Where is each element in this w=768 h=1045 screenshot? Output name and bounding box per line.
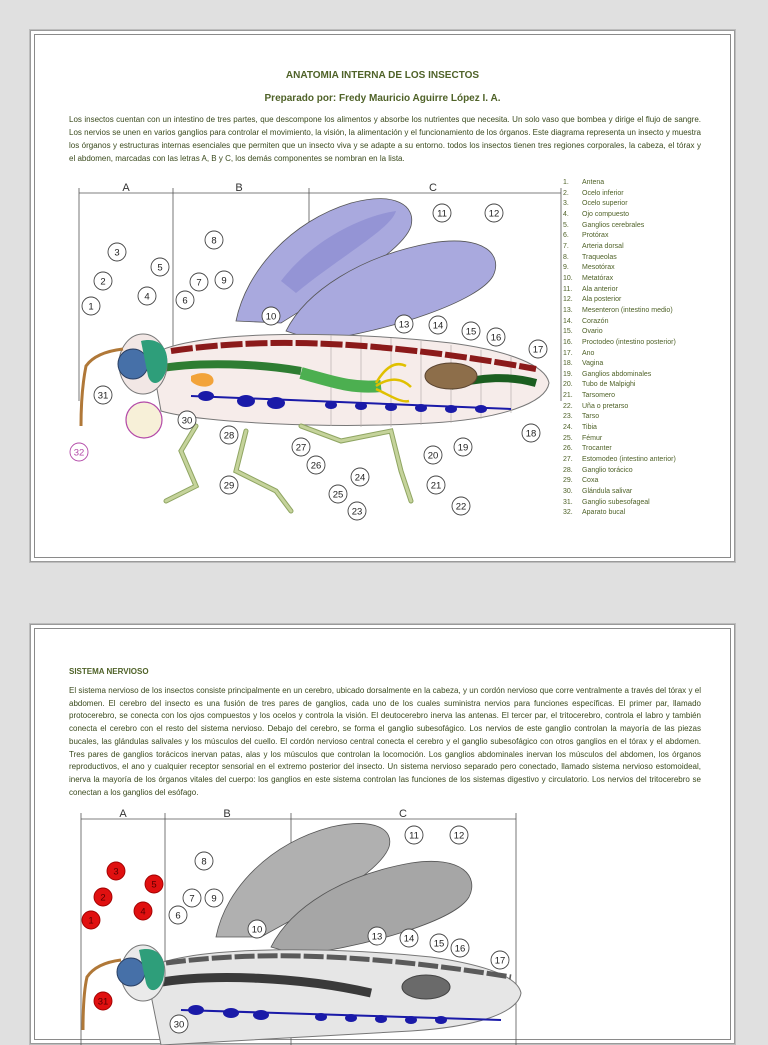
legend-label: Tarso <box>582 413 600 421</box>
callout-number: 32 <box>73 447 85 459</box>
legend-label: Protórax <box>582 232 609 240</box>
legend-number: 8. <box>563 253 569 261</box>
legs <box>166 426 411 511</box>
callout-31 <box>94 386 112 404</box>
callout-5 <box>145 875 163 893</box>
legend-item <box>563 253 676 264</box>
callout-24 <box>351 468 369 486</box>
callout-11 <box>405 826 423 844</box>
callout-29 <box>220 476 238 494</box>
callout-1 <box>82 911 100 929</box>
callout-number: 4 <box>144 291 150 303</box>
callout-14 <box>429 316 447 334</box>
document-page-1 <box>30 30 735 562</box>
legend-item <box>563 380 676 391</box>
callout-number: 3 <box>114 247 120 259</box>
legend-number: 3. <box>563 200 569 208</box>
callout-18 <box>522 424 540 442</box>
legend-number: 9. <box>563 264 569 272</box>
callout-number: 23 <box>351 506 363 518</box>
mouthparts-circle <box>126 402 162 438</box>
callout-13 <box>368 927 386 945</box>
callout-22 <box>452 497 470 515</box>
legend-label: Ganglios cerebrales <box>582 221 645 229</box>
legend-item <box>563 242 676 253</box>
legend-label: Metatórax <box>582 274 614 282</box>
callout-3 <box>108 243 126 261</box>
legend-number: 7. <box>563 242 569 250</box>
callout-16 <box>487 328 505 346</box>
region-label-a: A <box>119 808 127 820</box>
legend-number: 28. <box>563 466 573 474</box>
legend-label: Ganglio subesofageal <box>582 498 650 506</box>
callout-30 <box>178 411 196 429</box>
callout-2 <box>94 888 112 906</box>
legend-item <box>563 263 676 274</box>
legend-number: 5. <box>563 221 569 229</box>
callout-number: 1 <box>88 301 94 313</box>
leg-fills <box>166 426 411 511</box>
callout-number: 26 <box>310 460 322 472</box>
page-title: ANATOMIA INTERNA DE LOS INSECTOS <box>285 70 480 81</box>
legend-number: 25. <box>563 434 573 442</box>
callout-13 <box>395 315 413 333</box>
callout-number: 31 <box>97 390 109 402</box>
nervous-system-paragraph: El sistema nervioso de los insectos consiste principalmente en un cerebro, ubicado dorsalmente en la cabeza, y un cordón nervioso que corre ventralmente a través del tórax y el abdomen. El cerebro del insecto es una fusión de tres pares de ganglios, cada uno de los cuales suministra nervios para funciones específicas. El primer par, llamado protocerebro, se conecta con los ojos compuestos y los ocelos y controla la visión. El deutocerebro inerva las antenas. El tercer par, el tritocerebro, controla el labro y también conecta el cerebro con el resto del sistema nervioso. Debajo del cerebro, se forma el ganglio subesofágico. Los nervios de este ganglio controlan la mayoría de las piezas bucales, las glándulas salivales y los músculos del cuello. El cordón nervioso central conecta el cerebro y el ganglio subesofágico con otros ganglios en el tórax y el abdomen. Tres pares de ganglios torácicos inervan patas, alas y los músculos que controlan la locomoción. Los ganglios abdominales inervan los músculos del abdomen, los órganos reproductivos, el ano y cualquier receptor sensorial en el extremo posterior del insecto. Un sistema nervioso separado pero conectado, llamado sistema nervioso estomoideal, inerva la mayoría de los órganos vitales del cuerpo: los ganglios en este sistema controlan las funciones de los sistemas digestivo y circulatorio. Los nervios del tritocerebro se conectan a los ganglios del esófago. <box>69 686 701 797</box>
legend-item <box>563 466 676 477</box>
legend-item <box>563 210 676 221</box>
callout-number: 4 <box>140 906 146 918</box>
legend-label: Ganglios abdominales <box>582 370 652 378</box>
legend-number: 1. <box>563 179 569 186</box>
ovary <box>402 975 450 999</box>
callout-7 <box>183 889 201 907</box>
callout-number: 14 <box>432 320 444 332</box>
callout-8 <box>195 852 213 870</box>
legend-label: Ala posterior <box>582 296 622 304</box>
callout-7 <box>190 273 208 291</box>
legend-item <box>563 231 676 242</box>
legend-number: 14. <box>563 317 573 325</box>
callout-number: 1 <box>88 915 94 927</box>
callout-number: 18 <box>525 428 537 440</box>
legend-label: Coxa <box>582 477 599 485</box>
legend-item <box>563 274 676 285</box>
legend-label: Ganglio torácico <box>582 466 633 474</box>
callout-28 <box>220 426 238 444</box>
legend-item <box>563 285 676 296</box>
callout-12 <box>450 826 468 844</box>
callout-number: 21 <box>430 480 442 492</box>
legend-number: 30. <box>563 488 573 496</box>
callout-number: 15 <box>465 326 477 338</box>
document-page-2 <box>30 624 735 1044</box>
legend-number: 27. <box>563 456 573 464</box>
legend-label: Ocelo inferior <box>582 189 624 197</box>
callout-15 <box>430 934 448 952</box>
legend-label: Proctodeo (intestino posterior) <box>582 338 676 346</box>
callout-1 <box>82 297 100 315</box>
legend-label: Estomodeo (intestino anterior) <box>582 456 676 464</box>
callout-number: 7 <box>189 893 195 905</box>
legend-number: 24. <box>563 424 573 432</box>
legend-item <box>563 508 676 519</box>
legend-label: Fémur <box>582 434 603 442</box>
callout-number: 2 <box>100 276 106 288</box>
legend-number: 32. <box>563 509 573 517</box>
legend-item <box>563 423 676 434</box>
legend-item <box>563 402 676 413</box>
legend-item <box>563 295 676 306</box>
legend-label: Corazón <box>582 317 609 325</box>
legend-number: 22. <box>563 402 573 410</box>
callout-3 <box>107 862 125 880</box>
legend-item <box>563 359 676 370</box>
callout-number: 20 <box>427 450 439 462</box>
legend-number: 21. <box>563 392 573 400</box>
nervous-system-diagram <box>31 625 736 1045</box>
callout-number: 14 <box>403 933 415 945</box>
callout-11 <box>433 204 451 222</box>
callout-number: 15 <box>433 938 445 950</box>
legend-item <box>563 444 676 455</box>
callout-number: 6 <box>182 295 188 307</box>
callout-number: 10 <box>251 924 263 936</box>
compound-eye <box>117 958 145 986</box>
legend-label: Tubo de Malpighi <box>582 381 636 389</box>
callout-19 <box>454 438 472 456</box>
legend-label: Traqueolas <box>582 253 617 261</box>
legend-number: 31. <box>563 498 573 506</box>
callout-number: 12 <box>453 830 465 842</box>
legend-item <box>563 412 676 423</box>
legend-item <box>563 306 676 317</box>
callout-number: 9 <box>211 893 217 905</box>
callout-6 <box>169 906 187 924</box>
legend-label: Ocelo superior <box>582 200 628 208</box>
callout-2 <box>94 272 112 290</box>
legend-number: 19. <box>563 370 573 378</box>
callout-9 <box>205 889 223 907</box>
callout-number: 8 <box>201 856 207 868</box>
callout-20 <box>424 446 442 464</box>
callout-number: 16 <box>490 332 502 344</box>
callout-number: 16 <box>454 943 466 955</box>
intro-paragraph: Los insectos cuentan con un intestino de tres partes, que descompone los alimentos y absorbe los nutrientes que necesita. Un solo vaso que bombea y dirige el flujo de sangre. Los nervios se unen en varios ganglios para controlar el movimiento, la visión, la alimentación y el funcionamiento de los órganos. Este diagrama representa un insecto y muestra los órganos y estructuras internas esenciales que permiten que un insecto viva y se adapte a su entorno. todos los insectos tienen tres regiones corporales, la cabeza, el tórax y el abdomen, marcadas con las letras A, B y C, los demás componentes se nombran en la lista. <box>69 115 701 163</box>
legend-label: Ano <box>582 349 595 357</box>
callout-23 <box>348 502 366 520</box>
legend-number: 10. <box>563 274 573 282</box>
legend-number: 17. <box>563 349 573 357</box>
legend-item <box>563 370 676 381</box>
legend-item <box>563 487 676 498</box>
callout-6 <box>176 291 194 309</box>
region-label-c: C <box>399 808 407 820</box>
callout-31 <box>94 992 112 1010</box>
callout-5 <box>151 258 169 276</box>
callout-4 <box>134 902 152 920</box>
legend-item <box>563 199 676 210</box>
legend-label: Uña o pretarso <box>582 402 629 410</box>
callout-number: 9 <box>221 275 227 287</box>
callout-number: 28 <box>223 430 235 442</box>
callout-number: 27 <box>295 442 307 454</box>
legend-label: Aparato bucal <box>582 509 626 517</box>
legend-number: 2. <box>563 189 569 197</box>
legend-number: 23. <box>563 413 573 421</box>
legend-item <box>563 434 676 445</box>
callout-number: 5 <box>151 879 157 891</box>
legend-item <box>563 349 676 360</box>
callout-number: 30 <box>173 1019 185 1031</box>
callout-number: 22 <box>455 501 467 513</box>
callout-number: 5 <box>157 262 163 274</box>
legend-item <box>563 317 676 328</box>
legend-label: Mesenteron (intestino medio) <box>582 306 673 314</box>
ovary <box>425 363 477 389</box>
abdomen <box>146 950 521 1045</box>
legend-number: 29. <box>563 477 573 485</box>
legend-label: Tarsomero <box>582 392 616 400</box>
legend-number: 20. <box>563 381 573 389</box>
callout-number: 10 <box>265 311 277 323</box>
legend-label: Ojo compuesto <box>582 210 630 218</box>
legend-label: Ovario <box>582 328 603 336</box>
callout-number: 13 <box>398 319 410 331</box>
legend-number: 18. <box>563 360 573 368</box>
legend-number: 15. <box>563 328 573 336</box>
callout-15 <box>462 322 480 340</box>
legend-label: Ala anterior <box>582 285 618 293</box>
callout-number: 7 <box>196 277 202 289</box>
callout-number: 12 <box>488 208 500 220</box>
callout-4 <box>138 287 156 305</box>
region-label-a: A <box>122 182 130 194</box>
legend-item <box>563 189 676 200</box>
callout-30 <box>170 1015 188 1033</box>
legend-number: 26. <box>563 445 573 453</box>
callout-number: 6 <box>175 910 181 922</box>
legend-label: Glándula salivar <box>582 488 633 496</box>
legend-number: 16. <box>563 338 573 346</box>
callout-21 <box>427 476 445 494</box>
legend-item <box>563 327 676 338</box>
legend-item <box>563 221 676 232</box>
legend-item <box>563 455 676 466</box>
callout-number: 13 <box>371 931 383 943</box>
legend-number: 11. <box>563 285 573 293</box>
legend-label: Trocanter <box>582 445 612 453</box>
callout-number: 17 <box>494 955 506 967</box>
legend-label: Vagina <box>582 360 604 368</box>
region-label-b: B <box>235 182 243 194</box>
callout-number: 2 <box>100 892 106 904</box>
legend-number: 12. <box>563 296 573 304</box>
callout-9 <box>215 271 233 289</box>
callout-25 <box>329 485 347 503</box>
callout-10 <box>248 920 266 938</box>
callout-number: 24 <box>354 472 366 484</box>
callout-14 <box>400 929 418 947</box>
callout-number: 30 <box>181 415 193 427</box>
callout-number: 8 <box>211 235 217 247</box>
callout-17 <box>491 951 509 969</box>
callout-26 <box>307 456 325 474</box>
region-label-b: B <box>223 808 231 820</box>
callout-number: 29 <box>223 480 235 492</box>
region-label-c: C <box>429 182 437 194</box>
page-subtitle: Preparado por: Fredy Mauricio Aguirre López I. A. <box>264 93 501 104</box>
callout-number: 11 <box>409 830 419 842</box>
callout-number: 25 <box>332 489 344 501</box>
legend-item <box>563 498 676 509</box>
callout-16 <box>451 939 469 957</box>
legend-label: Arteria dorsal <box>582 242 624 250</box>
callout-17 <box>529 340 547 358</box>
legend-label: Antena <box>582 179 605 186</box>
callout-10 <box>262 307 280 325</box>
legend-item <box>563 476 676 487</box>
callout-32 <box>70 443 88 461</box>
callout-number: 31 <box>97 996 109 1008</box>
legend-number: 13. <box>563 306 573 314</box>
parts-legend <box>563 178 676 519</box>
callout-27 <box>292 438 310 456</box>
legend-label: Mesotórax <box>582 264 615 272</box>
legend-item <box>563 391 676 402</box>
legend-number: 6. <box>563 232 569 240</box>
callout-number: 3 <box>113 866 119 878</box>
section-title: SISTEMA NERVIOSO <box>69 667 149 676</box>
callout-12 <box>485 204 503 222</box>
legend-item <box>563 178 676 189</box>
callout-number: 17 <box>532 344 544 356</box>
legend-item <box>563 338 676 349</box>
legend-label: Tibia <box>582 424 597 432</box>
callout-8 <box>205 231 223 249</box>
legend-number: 4. <box>563 210 569 218</box>
callout-number: 19 <box>457 442 469 454</box>
callout-number: 11 <box>437 208 447 220</box>
